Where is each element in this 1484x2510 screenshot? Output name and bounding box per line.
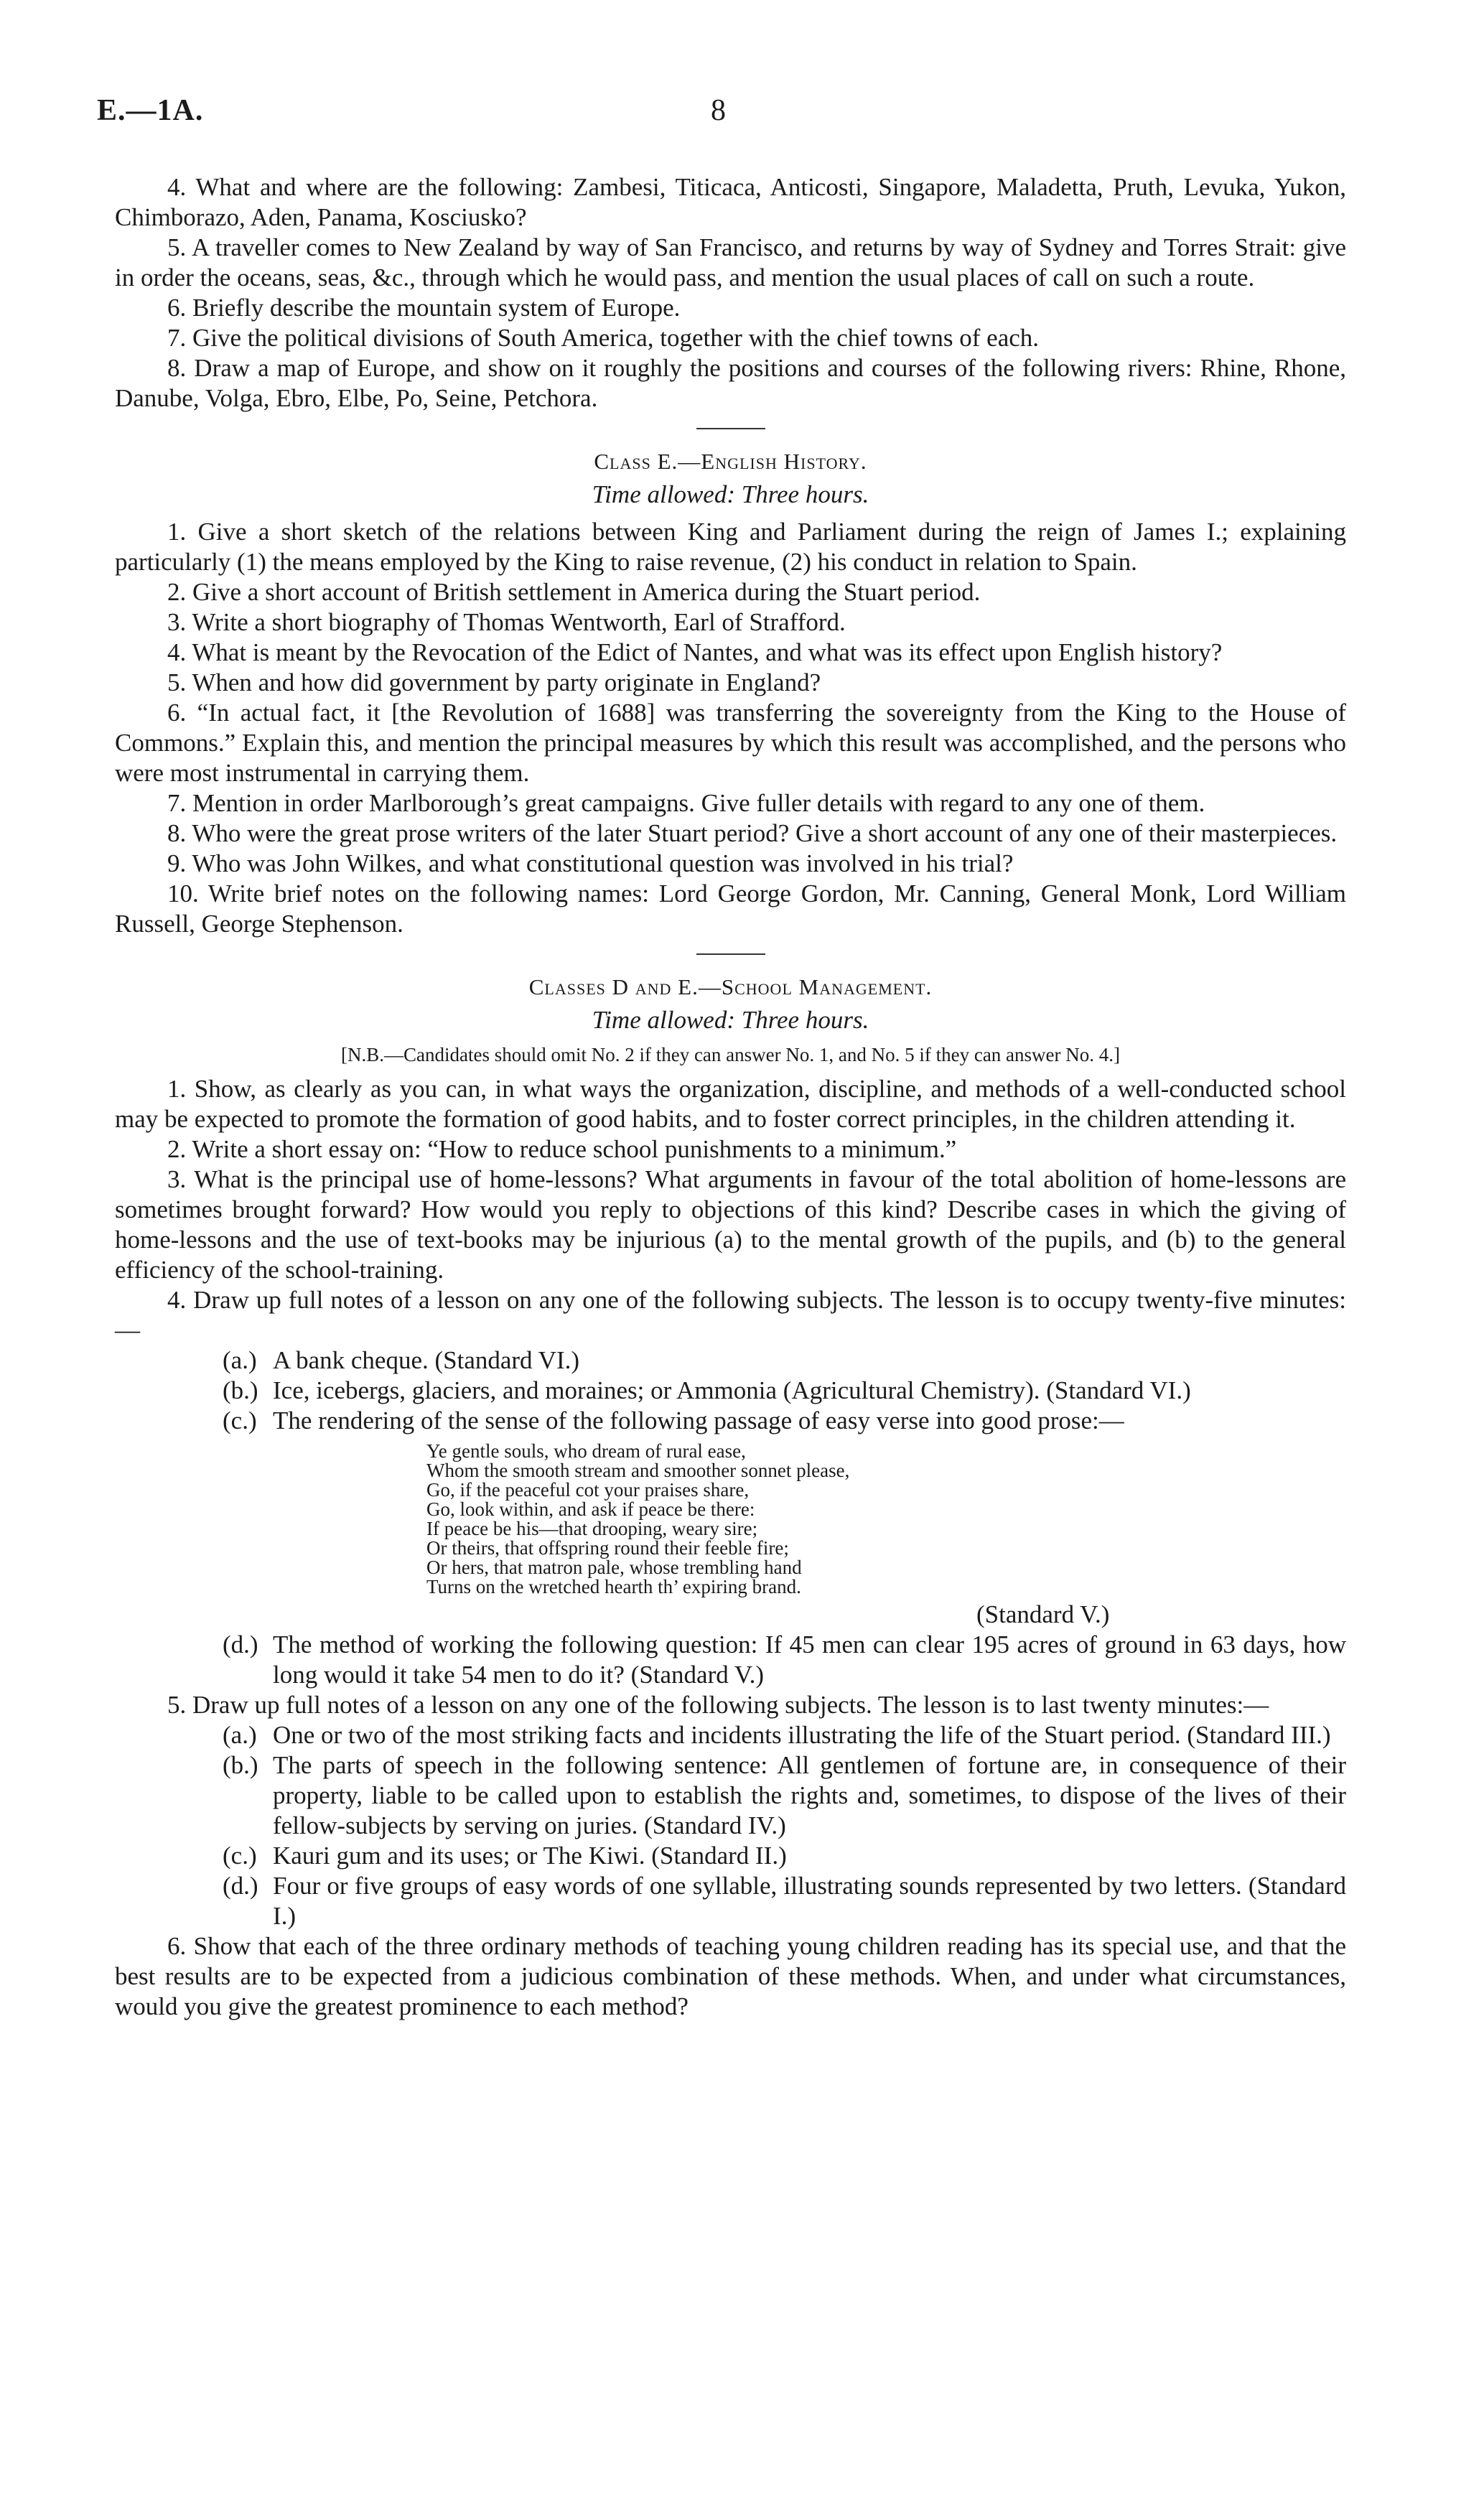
section-title: Classes D and E.—School Management. — [528, 974, 933, 999]
question: 2. Give a short account of British settlement in America during the Stuart period. — [167, 578, 981, 606]
english-history-section — [115, 447, 1346, 939]
verse-line: Or theirs, that offspring round their feeble fire; — [426, 1537, 789, 1559]
question: 7. Mention in order Marlborough’s great campaigns. Give fuller details with regard to any one of them. — [167, 789, 1205, 817]
document-reference: E.—1A. — [97, 94, 204, 127]
sub-question-text: Ice, icebergs, glaciers, and moraines; or Ammonia (Agricultural Chemistry). (Standard VI.) — [273, 1376, 1191, 1404]
question: 3. Write a short biography of Thomas Wentworth, Earl of Strafford. — [167, 608, 846, 636]
question: 8. Who were the great prose writers of the later Stuart period? Give a short account of any one of their masterpieces. — [167, 819, 1338, 847]
sub-question-text: One or two of the most striking facts and incidents illustrating the life of the Stuart period. (Standard III.) — [273, 1721, 1331, 1749]
sub-question-label: (a.) — [223, 1346, 257, 1374]
question: 4. Draw up full notes of a lesson on any one of the following subjects. The lesson is to occupy twenty-five minutes:— — [115, 1286, 1346, 1344]
time-allowed: Time allowed: Three hours. — [592, 1006, 869, 1034]
question: 6. Show that each of the three ordinary methods of teaching young children reading has its special use, and that the best results are to be expected from a judicious combination of these methods. When, and under what circumstances, would you give the greatest prominence to each method? — [115, 1932, 1346, 2020]
verse-line: Or hers, that matron pale, whose trembling hand — [426, 1557, 802, 1578]
question: 1. Show, as clearly as you can, in what ways the organization, discipline, and methods of a well-conducted school may be expected to promote the formation of good habits, and to foster correct principles, in the children attending it. — [115, 1075, 1346, 1133]
verse-line: Go, if the peaceful cot your praises share, — [426, 1479, 750, 1501]
question: 4. What and where are the following: Zambesi, Titicaca, Anticosti, Singapore, Maladetta, Pruth, Levuka, Yukon, Chimborazo, Aden, Panama, Kosciusko? — [115, 173, 1346, 231]
sub-question — [223, 1345, 1346, 1376]
verse-line: Go, look within, and ask if peace be there: — [426, 1498, 755, 1520]
question: 6. “In actual fact, it [the Revolution of 1688] was transferring the sovereignty from the King to the House of Commons.” Explain this, and mention the principal measures by which this result was accomplished, and the persons who were most instrumental in carrying them. — [115, 699, 1346, 787]
page-content — [115, 172, 1346, 2022]
verse-line: If peace be his—that drooping, weary sire; — [426, 1518, 758, 1539]
section-divider — [696, 428, 765, 429]
sub-question-text: The method of working the following question: If 45 men can clear 195 acres of ground in 63 days, how long would it take 54 men to do it? (Standard V.) — [273, 1630, 1346, 1689]
question: 2. Write a short essay on: “How to reduce school punishments to a minimum.” — [167, 1135, 957, 1163]
sub-question — [223, 1720, 1346, 1750]
sub-question — [223, 1841, 1346, 1871]
sub-question — [223, 1376, 1346, 1406]
instructions-note: [N.B.—Candidates should omit No. 2 if they can answer No. 1, and No. 5 if they can answer No. 4.] — [340, 1044, 1121, 1065]
sub-question-text: Kauri gum and its uses; or The Kiwi. (Standard II.) — [273, 1842, 787, 1870]
sub-question — [223, 1750, 1346, 1841]
sub-question-label: (d.) — [223, 1630, 258, 1658]
time-allowed: Time allowed: Three hours. — [592, 480, 869, 508]
sub-question-label: (c.) — [223, 1406, 257, 1434]
section-divider — [696, 953, 765, 955]
sub-question-text: The parts of speech in the following sentence: All gentlemen of fortune are, in consequence of their property, liable to be called upon to establish the rights and, sometimes, to dispose of the lives of their fellow-subjects by serving on juries. (Standard IV.) — [273, 1751, 1346, 1839]
question: 6. Briefly describe the mountain system of Europe. — [167, 294, 681, 322]
sub-question — [223, 1630, 1346, 1690]
question: 5. Draw up full notes of a lesson on any one of the following subjects. The lesson is to last twenty minutes:— — [167, 1691, 1269, 1719]
question: 4. What is meant by the Revocation of the Edict of Nantes, and what was its effect upon English history? — [167, 638, 1223, 666]
question: 1. Give a short sketch of the relations between King and Parliament during the reign of James I.; explaining particularly (1) the means employed by the King to raise revenue, (2) his conduct in relation to Spain. — [115, 518, 1346, 576]
question: 5. A traveller comes to New Zealand by way of San Francisco, and returns by way of Sydney and Torres Strait: give in order the oceans, seas, &c., through which he would pass, and mention the usual places of call on such a route. — [115, 233, 1346, 291]
verse-passage — [426, 1442, 1346, 1597]
verse-line: Ye gentle souls, who dream of rural ease, — [426, 1440, 746, 1462]
sub-question-label: (c.) — [223, 1842, 257, 1870]
page-number: 8 — [711, 94, 726, 127]
sub-question — [223, 1871, 1346, 1931]
sub-question-text: Four or five groups of easy words of one syllable, illustrating sounds represented by two letters. (Standard I.) — [273, 1872, 1346, 1930]
sub-question-label: (b.) — [223, 1376, 258, 1404]
question: 3. What is the principal use of home-lessons? What arguments in favour of the total abolition of home-lessons are sometimes brought forward? How would you reply to objections of this kind? Describe cases in which the giving of home-lessons and the use of text-books may be injurious (a) to the mental growth of the pupils, and (b) to the general efficiency of the school-training. — [115, 1165, 1346, 1284]
question: 10. Write brief notes on the following names: Lord George Gordon, Mr. Canning, General Monk, Lord William Russell, George Stephenson. — [115, 880, 1346, 938]
sub-question — [223, 1406, 1346, 1436]
verse-line: Turns on the wretched hearth th’ expiring brand. — [426, 1576, 801, 1597]
question: 9. Who was John Wilkes, and what constitutional question was involved in his trial? — [167, 849, 1014, 877]
sub-question-label: (a.) — [223, 1721, 257, 1749]
section-title: Class E.—English History. — [594, 449, 867, 474]
sub-question-label: (b.) — [223, 1751, 258, 1779]
sub-question-text: A bank cheque. (Standard VI.) — [273, 1346, 580, 1374]
geography-questions — [115, 172, 1346, 414]
question: 8. Draw a map of Europe, and show on it roughly the positions and courses of the following rivers: Rhine, Rhone, Danube, Volga, Ebro, Elbe, Po, Seine, Petchora. — [115, 354, 1346, 412]
question: 7. Give the political divisions of South America, together with the chief towns of each. — [167, 324, 1040, 352]
sub-question-text: The rendering of the sense of the following passage of easy verse into good prose:— — [273, 1406, 1124, 1434]
question: 5. When and how did government by party originate in England? — [167, 668, 821, 696]
sub-question-label: (d.) — [223, 1872, 258, 1900]
verse-line: Whom the smooth stream and smoother sonnet please, — [426, 1460, 850, 1481]
verse-standard: (Standard V.) — [976, 1600, 1110, 1628]
school-management-section — [115, 972, 1346, 2022]
